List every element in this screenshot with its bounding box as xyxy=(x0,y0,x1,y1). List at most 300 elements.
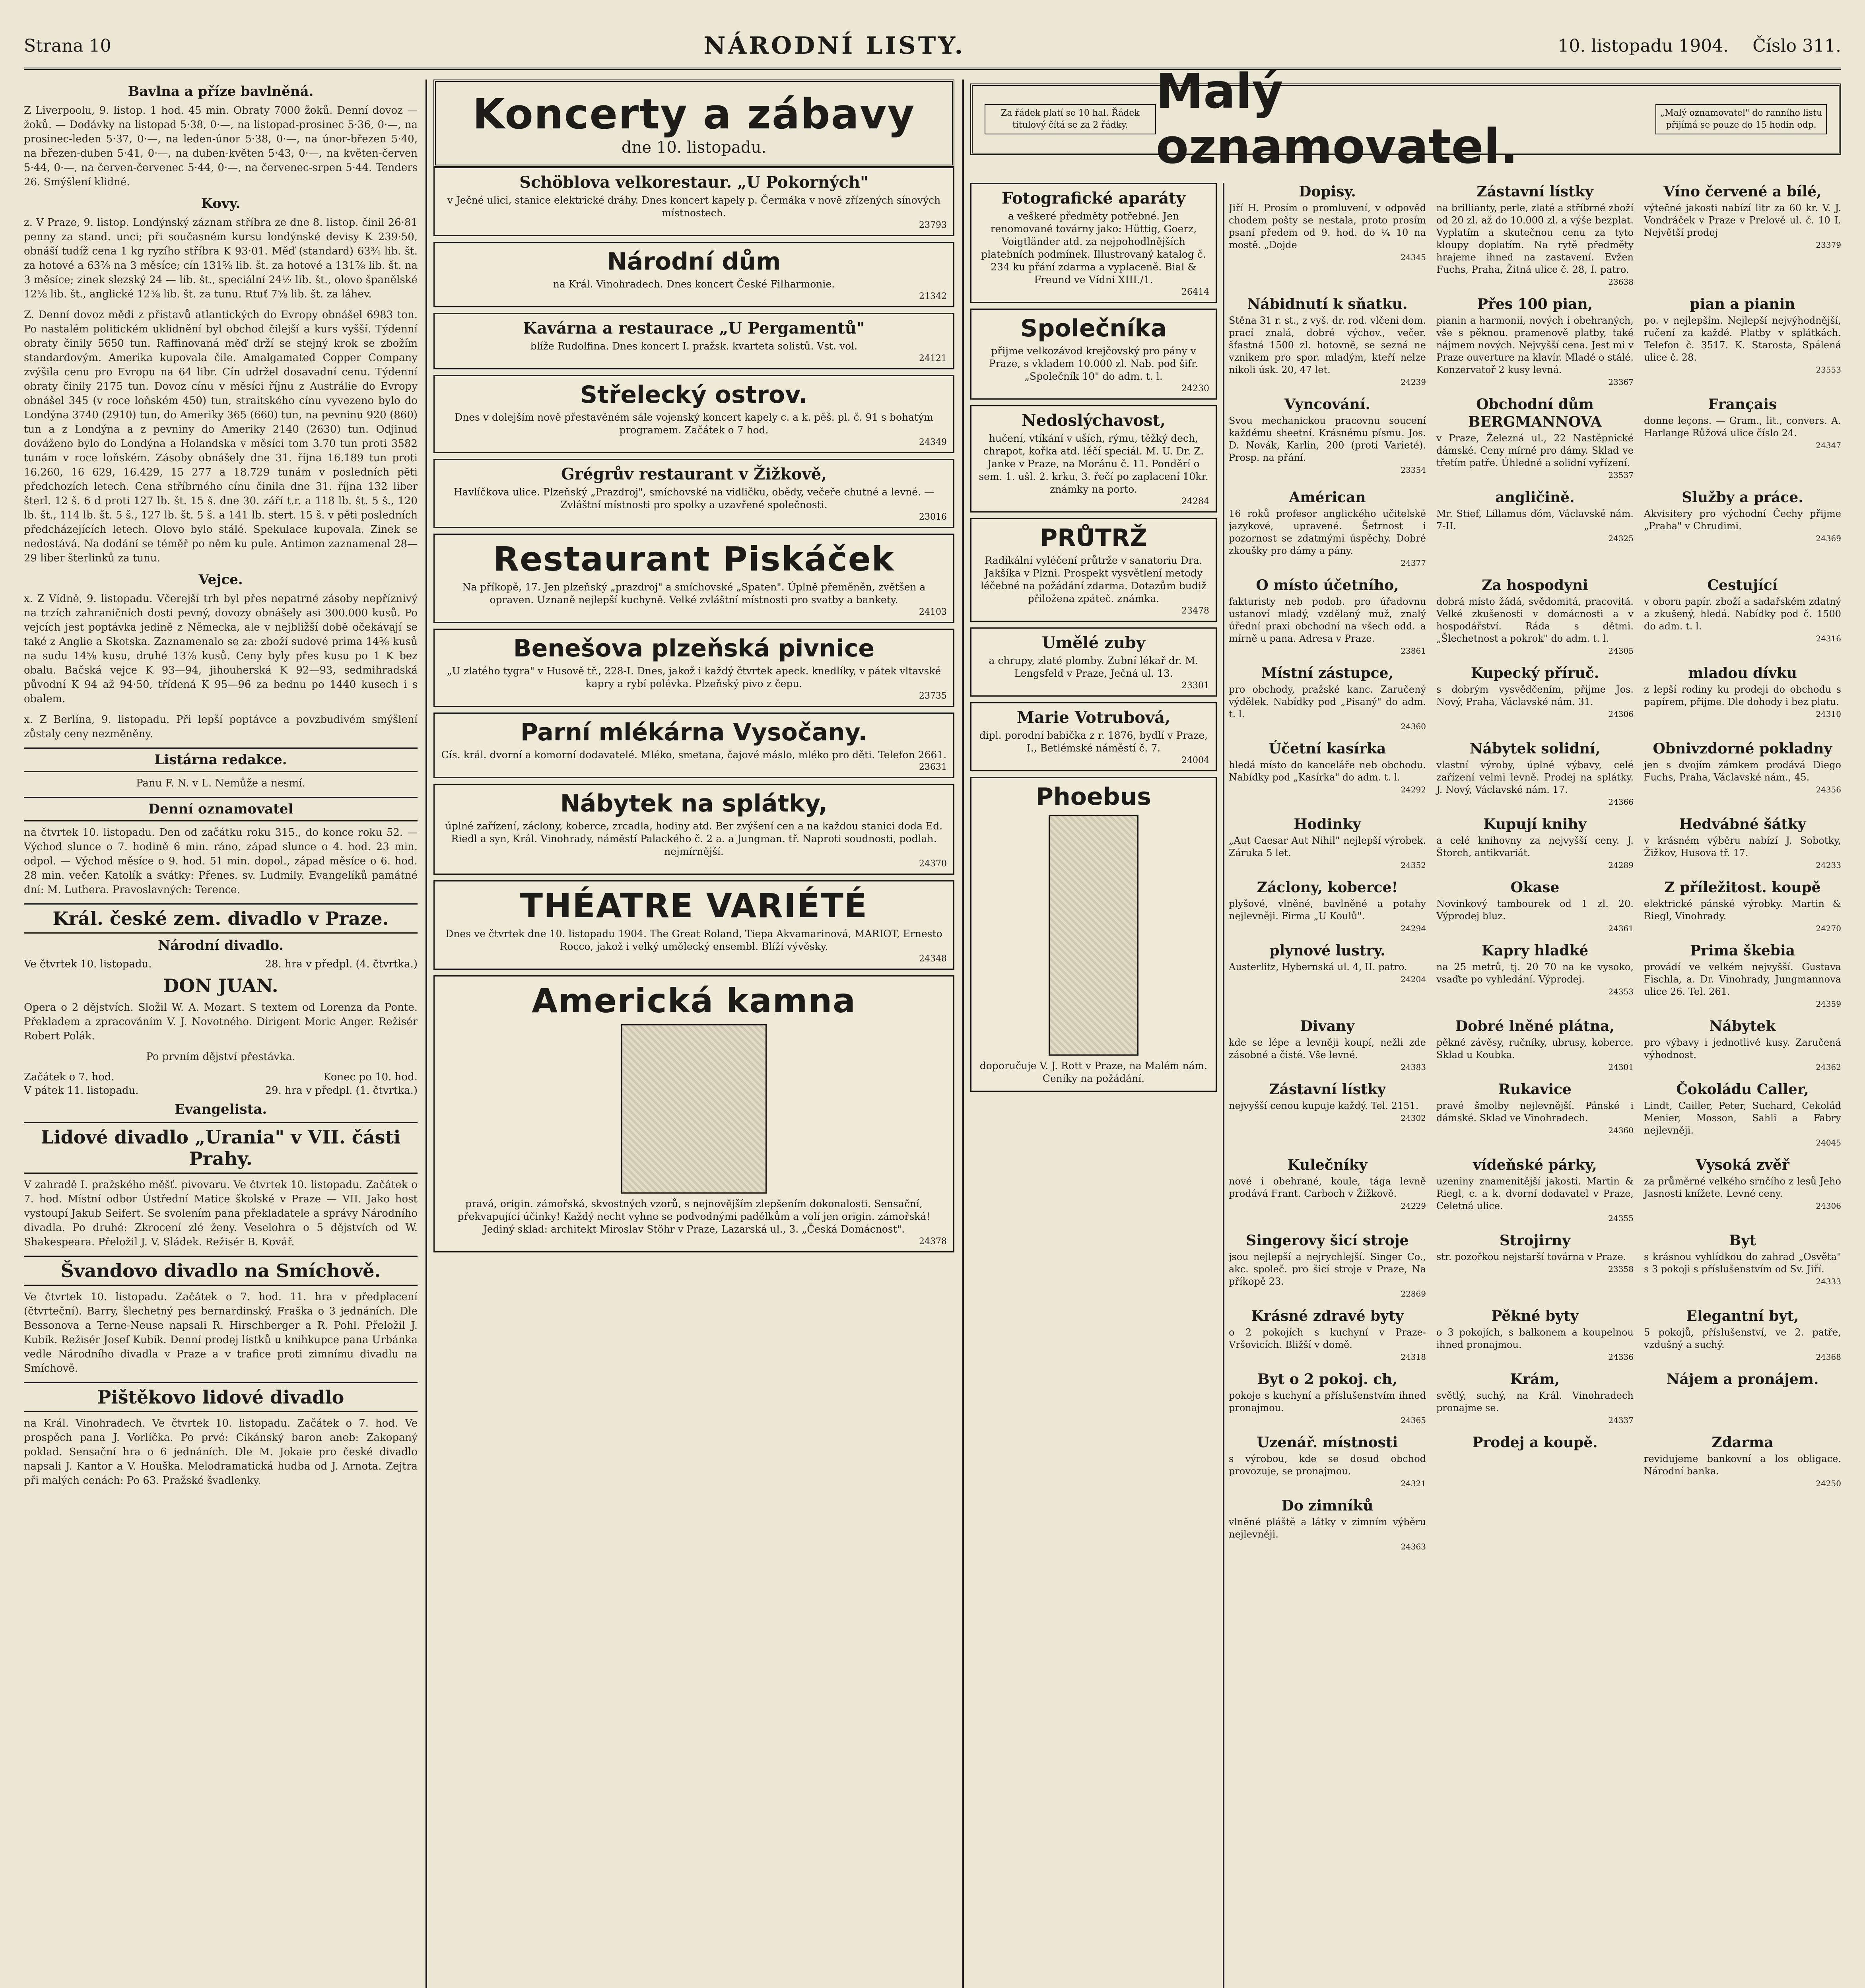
concerts-banner xyxy=(433,80,954,167)
classified-title: Okase xyxy=(1510,879,1560,896)
eggs-report: x. Z Vídně, 9. listopadu. Včerejší trh byl přes nepatrné zásoby nepříznivý na trzích zahraničních dosti pevný, dovozy obnášely asi 300.000 kusů. Po vejcích jest poptávka jedině z Německa, ale v nejbližší době očekávají se také z Anglie a Skotska. Zaznamenalo se za: zboží sudové prima 14⅝ kusů na sudu 14⅝ kusu, druhé 13⅞ kusů. Ceny byly přes kusu po 1 K bez obalu. Bačská vejce K 93—94, jihouherská K 92—93, sedmihradská původní K 94 až 94·50, třídená K 95—96 za bednu po 1440 kusech i s obalem. xyxy=(24,593,418,705)
ad-title: Kavárna a restaurace „U Pergamentů" xyxy=(523,319,865,338)
ad-text: a veškeré předměty potřebné. Jen renomované továrny jako: Hüttig, Goerz, Voigtländer atd. za nejpohodlnějších platebních podmínek. Illustrovaný katalog č. 234 ku přání zdarma a vyplaceně. Bial & Freund ve Vídni XIII./1. xyxy=(981,210,1206,285)
column-services xyxy=(970,183,1217,1988)
classified-ad xyxy=(1644,1307,1841,1363)
classified-title: Singerovy šicí stroje xyxy=(1246,1232,1409,1249)
ad-kamna xyxy=(433,975,954,1252)
classified-title: Dobré lněné plátna, xyxy=(1455,1018,1614,1035)
classified-title: Hedvábné šátky xyxy=(1679,816,1806,833)
ad-title: Grégrův restaurant v Žižkově, xyxy=(561,465,827,483)
ad-title: Fotografické aparáty xyxy=(1001,189,1186,208)
page-number: Strana 10 xyxy=(24,35,111,56)
ad-pergament xyxy=(433,313,954,369)
ad-text: doporučuje V. J. Rott v Praze, na Malém nám. Ceníky na požádání. xyxy=(979,1060,1208,1084)
classified-title: Z příležitost. koupě xyxy=(1664,879,1821,896)
classified-number: 24383 xyxy=(1401,1062,1426,1072)
ad-number: 24378 xyxy=(919,1237,947,1246)
classified-title: Cestující xyxy=(1707,577,1778,594)
classified-text: Lindt, Cailler, Peter, Suchard, Cekolád Menier, Mosson, Sahli a Fabry nejlevněji. xyxy=(1644,1100,1841,1136)
ad-text: přijme velkozávod krejčovský pro pány v Praze, s vkladem 10.000 zl. Nab. pod šifr. „Společník 10" do adm. t. l. xyxy=(989,345,1199,382)
cotton-report: Z Liverpoolu, 9. listop. 1 hod. 45 min. Obraty 7000 žoků. Denní dovoz — žoků. — Dodávky na listopad 5·38, 0·—, na listopad-prosinec 5·36, 0·—, na prosinec-leden 5·37, 0·—, na leden-únor 5·38, 0·—, na únor-březen 5·40, na březen-duben 5·41, 0·—, na duben-květen 5·43, 0·—, na květen-červen 5·44, 0·—, na červen-červenec 5·44, 0·—, na červenec-srpen 5·44. Tenders 26. Smýšlení klidné. xyxy=(24,105,418,188)
ad-text: Havlíčkova ulice. Plzeňský „Prazdroj", smíchovské na vidličku, obědy, večeře chutné a levné. — Zvláštní místnosti pro spolky a uzavřené společnosti. xyxy=(453,486,934,511)
classified-ad xyxy=(1436,664,1634,733)
classified-number: 24347 xyxy=(1816,441,1841,450)
classified-text: str. pozořkou nejstarší továrna v Praze. xyxy=(1436,1251,1626,1262)
classified-ad xyxy=(1436,740,1634,808)
classified-number: 24204 xyxy=(1401,975,1426,984)
classified-title: Obchodní dům BERGMANNOVA xyxy=(1468,396,1602,430)
ad-strelecky xyxy=(433,375,954,453)
classified-number: 23861 xyxy=(1401,646,1426,656)
classifieds-deadline: „Malý oznamovatel" do ranního listu přijímá se pouze do 15 hodin odp. xyxy=(1655,104,1827,134)
ad-votrubova xyxy=(970,702,1217,771)
don-end: Konec po 10. hod. xyxy=(323,1071,418,1083)
classified-number: 24239 xyxy=(1401,377,1426,387)
classified-ad xyxy=(1229,740,1426,808)
classified-text: hledá místo do kanceláře neb obchodu. Nabídky pod „Kasírka" do adm. t. l. xyxy=(1229,759,1426,783)
ad-text: pravá, origin. zámořská, skvostných vzorů, s nejnovějším zlepšením dokonalosti. Sensační, překvapující účinky! Každý necht vyhne se podvodnými padělkům a volí jen origin. zámořská! Jediný sklad: architekt Miroslav Stöhr v Praze, Lazarská ul., 3. „Česká Domácnost". xyxy=(457,1198,931,1235)
ad-text: „U zlatého tygra" v Husově tř., 228-I. Dnes, jakož i každý čtvrtek apeck. knedlíky, v pátek vltavské kapry a rybí polévka. Plzeňský pivo z čepu. xyxy=(447,665,941,689)
column-concerts xyxy=(433,80,954,1988)
classified-ad xyxy=(1644,740,1841,808)
ad-number: 23793 xyxy=(919,220,947,230)
ad-mlekarna xyxy=(433,712,954,778)
ad-number: 21342 xyxy=(919,291,947,301)
classified-text: fakturisty neb podob. pro úřadovnu ustanoví mladý, vzdělaný muž, znalý úřední praxi obchodní na všech odd. a mírně u pana. Adresa v Praze. xyxy=(1229,596,1426,644)
classified-number: 24045 xyxy=(1816,1138,1841,1147)
classified-title: Nábytek solidní, xyxy=(1469,740,1601,757)
classified-text: po. v nejlepším. Nejlepší nejvýhodnější, ručení za každé. Platby v splátkách. Telefon č. 3517. K. Starosta, Spálená ulice č. 28. xyxy=(1644,315,1841,363)
ad-title: PRŮTRŽ xyxy=(1040,524,1147,552)
classified-text: světlý, suchý, na Král. Vinohradech pronajme se. xyxy=(1436,1390,1634,1413)
ad-title: Nedoslýchavost, xyxy=(1022,411,1166,430)
ad-title: THÉATRE VARIÉTÉ xyxy=(520,886,868,925)
classified-number: 24233 xyxy=(1816,860,1841,870)
ad-title: Americká kamna xyxy=(532,981,856,1020)
classified-ad xyxy=(1229,396,1426,481)
classified-ad xyxy=(1436,1307,1634,1363)
classified-number: 24352 xyxy=(1401,860,1426,870)
ad-text: Na příkopě, 17. Jen plzeňský „prazdroj" a smíchovské „Spaten". Úplně přeměněn, zvětšen a opraven. Uznaně nejlepší kuchyně. Velké zvláštní místnosti pro svatby a bankety. xyxy=(462,581,926,606)
classified-text: donne leçons. — Gram., lit., convers. A. Harlange Růžová ulice číslo 24. xyxy=(1644,415,1841,439)
ad-title: Střelecký ostrov. xyxy=(580,381,808,409)
classified-number: 24321 xyxy=(1401,1479,1426,1488)
classified-title: Do zimníků xyxy=(1281,1497,1373,1514)
classified-title: angličině. xyxy=(1495,489,1575,506)
classified-number: 24310 xyxy=(1816,709,1841,719)
classified-ad xyxy=(1644,942,1841,1010)
classified-number: 24353 xyxy=(1608,987,1634,996)
ad-number: 24230 xyxy=(1181,384,1209,394)
classified-number: 24355 xyxy=(1608,1213,1634,1223)
classified-title: O místo účetního, xyxy=(1256,577,1399,594)
classified-ad xyxy=(1436,396,1634,481)
classified-text: Mr. Stief, Lillamus ďóm, Václavské nám. 7-II. xyxy=(1436,508,1634,532)
classified-text: v krásném výběru nabízí J. Sobotky, Žižkov, Husova tř. 17. xyxy=(1644,835,1841,858)
classified-ad xyxy=(1229,1434,1426,1490)
newspaper-page xyxy=(24,24,1841,1988)
ad-schobl xyxy=(433,167,954,236)
national-theatre-sub: Národní divadlo. xyxy=(157,938,284,953)
classified-ad xyxy=(1229,942,1426,1010)
classified-ad xyxy=(1436,815,1634,872)
ad-title: Národní dům xyxy=(607,248,781,276)
ad-text: a chrupy, zlaté plomby. Zubní lékař dr. M. Lengsfeld v Praze, Ječná ul. 13. xyxy=(989,655,1199,679)
classified-title: Français xyxy=(1708,396,1777,413)
classified-title: Rukavice xyxy=(1498,1081,1572,1098)
metals-report: z. V Praze, 9. listop. Londýnský záznam stříbra ze dne 8. listop. činil 26·81 penny za stand. unci; při současném kursu londýnské devisy K 239·50, obnáší tudíž cena 1 kg ryzího stříbra K 93·01. Měď (standard) 63¾ lib. št. za hotové a 63⅞ na 3 měsíce; cín 131⅝ lib. št. za hotové a 131⅞ lib. št. na 3 měsíce; zinek slezský 24 — lib. št., speciální 24½ lib. št., olovo španělské 12⅛ lib. št., anglické 12⅜ lib. št. za tunu. Rtuť 7⅝ lib. št. za láhev. xyxy=(24,217,418,300)
classified-title: Obnivzdorné pokladny xyxy=(1653,740,1832,757)
ad-doctor xyxy=(970,405,1217,513)
classified-number: 24316 xyxy=(1816,634,1841,643)
ad-number: 24349 xyxy=(919,437,947,447)
classified-ad xyxy=(1644,879,1841,935)
ad-benes xyxy=(433,629,954,707)
classified-text: s dobrým vysvědčením, přijme Jos. Nový, Praha, Václavské nám. 31. xyxy=(1436,684,1634,707)
classified-ad xyxy=(1644,1232,1841,1300)
classified-ad xyxy=(1229,577,1426,657)
ad-number: 24348 xyxy=(919,954,947,964)
ad-text: blíže Rudolfina. Dnes koncert I. pražsk. kvarteta solistů. Vst. vol. xyxy=(530,340,858,352)
classified-title: Krám, xyxy=(1510,1371,1560,1388)
ad-number: 24121 xyxy=(919,353,947,363)
ad-title: Parní mlékárna Vysočany. xyxy=(520,718,868,746)
classified-ad xyxy=(1229,1497,1426,1553)
classified-title: Nájem a pronájem. xyxy=(1666,1371,1819,1388)
issue-date: 10. listopadu 1904. xyxy=(1558,35,1729,56)
ad-spolecnika xyxy=(970,309,1217,400)
ad-title: Společníka xyxy=(1020,315,1167,342)
classified-ad xyxy=(1436,1156,1634,1225)
classified-ad xyxy=(1229,1017,1426,1074)
classified-title: Divany xyxy=(1300,1018,1355,1035)
classified-title: Hodinky xyxy=(1294,816,1361,833)
classified-ad xyxy=(1436,1017,1634,1074)
ad-text: Dnes v dolejším nově přestavěném sále vojenský koncert kapely c. a k. pěš. pl. č. 91 s bohatým programem. Začátek o 7 hod. xyxy=(455,412,933,436)
classified-title: Dopisy. xyxy=(1299,183,1356,200)
classified-title: Víno červené a bílé, xyxy=(1663,183,1822,200)
classifieds-grid xyxy=(1229,183,1841,1988)
classified-text: jsou nejlepší a nejrychlejší. Singer Co., akc. společ. pro šicí stroje v Praze, Na příkopě 23. xyxy=(1229,1251,1426,1287)
classified-number: 24368 xyxy=(1816,1352,1841,1362)
don-juan-title: DON JUAN. xyxy=(163,975,278,996)
classified-title: Přes 100 pian, xyxy=(1477,296,1593,313)
ad-piskacek xyxy=(433,534,954,623)
classified-title: mladou dívku xyxy=(1688,665,1797,681)
ad-title: Marie Votrubová, xyxy=(1016,708,1171,727)
classified-title: Za hospodyni xyxy=(1482,577,1588,594)
classified-title: Kupují knihy xyxy=(1483,816,1587,833)
classified-title: Zástavní lístky xyxy=(1269,1081,1386,1098)
classified-number: 24369 xyxy=(1816,534,1841,543)
classified-number: 24337 xyxy=(1608,1415,1634,1425)
classified-ad xyxy=(1644,183,1841,288)
classified-number: 24333 xyxy=(1816,1277,1841,1286)
classified-text: Jiří H. Prosím o promluvení, v odpověd chodem pošty se nestala, proto prosím psaní předem od 9. hod. do ¼ 10 na mostě. „Dojde xyxy=(1229,202,1426,250)
ad-text: Radikální vyléčení průtrže v sanatoriu Dra. Jakšíka v Plzni. Prospekt vysvětlení metody léčebné na požádání zdarma. Dotazům budiž přiložena zpáteč. známka. xyxy=(980,555,1207,604)
classified-title: Strojirny xyxy=(1499,1232,1571,1249)
ad-text: Dnes ve čtvrtek dne 10. listopadu 1904. The Great Roland, Tiepa Akvamarinová, MARIOT, Ernesto Rocco, jakož i velký umělecký ensembl. Blíží vývěsky. xyxy=(445,928,942,952)
classified-ad xyxy=(1644,1371,1841,1427)
classified-number: 23367 xyxy=(1608,377,1634,387)
classified-ad xyxy=(1229,664,1426,733)
concerts-title: Koncerty a zábavy xyxy=(472,90,915,138)
classified-text: pro výbavy i jednotlivé kusy. Zaručená výhodnost. xyxy=(1644,1037,1841,1060)
newspaper-title: NÁRODNÍ LISTY. xyxy=(703,32,966,60)
classified-text: revidujeme bankovní a los obligace. Národní banka. xyxy=(1644,1453,1841,1477)
classified-ad xyxy=(1644,1081,1841,1149)
ad-phoebus xyxy=(970,777,1217,1092)
classified-number: 24289 xyxy=(1608,860,1634,870)
ad-gregr xyxy=(433,459,954,528)
classified-ad xyxy=(1436,577,1634,657)
classified-ad xyxy=(1229,879,1426,935)
classified-text: pokoje s kuchyní a příslušenstvím ihned pronajmou. xyxy=(1229,1390,1426,1413)
national-program xyxy=(24,957,418,1117)
ad-prutrz xyxy=(970,518,1217,622)
ad-title: Phoebus xyxy=(1036,783,1151,811)
classified-title: Byt xyxy=(1729,1232,1756,1249)
classified-ad xyxy=(1436,1232,1634,1300)
classified-title: Čokoládu Caller, xyxy=(1676,1081,1809,1098)
classified-ad xyxy=(1229,1232,1426,1300)
classified-title: Služby a práce. xyxy=(1682,489,1803,506)
ad-narodni-dum xyxy=(433,242,954,307)
classified-text: pianin a harmonií, nových i obehraných, vše s pěknou. pramenově platby, také nájmem nových. Nejvyšší cena. Jest mi v Praze ouverture na klavír. Mladé o stálé. Konzervatoř 2 kusy levná. xyxy=(1436,315,1634,375)
classified-title: Kapry hladké xyxy=(1481,942,1589,959)
classified-number: 24318 xyxy=(1401,1352,1426,1362)
evangelista-title: Evangelista. xyxy=(174,1101,267,1117)
don-juan-note: Po prvním dějství přestávka. xyxy=(146,1051,295,1063)
classified-ad xyxy=(1436,942,1634,1010)
nat-date: Ve čtvrtek 10. listopadu. xyxy=(24,958,152,970)
don-juan-desc: Opera o 2 dějstvích. Složil W. A. Mozart. S textem od Lorenza da Ponte. Překladem a zpracováním V. J. Novotného. Dirigent Moric Anger. Režisér Robert Polák. xyxy=(24,1002,418,1042)
classified-ad xyxy=(1644,815,1841,872)
ad-number: 23735 xyxy=(919,691,947,701)
classified-title: Místní zástupce, xyxy=(1261,665,1394,681)
ad-title: Umělé zuby xyxy=(1041,633,1146,652)
classified-text: uzeniny znamenitější jakosti. Martin & Riegl, c. a k. dvorní dodavatel v Praze, Celetná ulice. xyxy=(1436,1176,1634,1211)
classified-number: 24362 xyxy=(1816,1062,1841,1072)
classified-title: Byt o 2 pokoj. ch, xyxy=(1257,1371,1397,1388)
classified-title: Zdarma xyxy=(1712,1434,1774,1451)
classified-text: v oboru papír. zboží a sadařském zdatný a zkušený, hledá. Nabídky pod č. 1500 do adm. t. l. xyxy=(1644,596,1841,632)
classified-title: Elegantní byt, xyxy=(1686,1308,1799,1324)
classified-number: 24365 xyxy=(1401,1415,1426,1425)
cotton-heading: Bavlna a příze bavlněná. xyxy=(128,83,314,99)
classified-text: pěkné závěsy, ručníky, ubrusy, koberce. Sklad u Koubka. xyxy=(1436,1037,1634,1060)
pistek-heading: Pištěkovo lidové divadlo xyxy=(24,1382,418,1412)
daily-text: na čtvrtek 10. listopadu. Den od začátku roku 315., do konce roku 52. — Východ slunce o 7. hodině 6 min. ráno, západ slunce o 4. hod. 23 min. odpol. — Východ měsíce o 9. hod. 51 min. dopol., západ měsíce o 6. hod. 28 min. večer. Katolík a svátky: Přenes. sv. Ludmily. Evangelíků památné dní: M. Luthera. Pravoslavných: Terence. xyxy=(24,827,418,896)
column-rule xyxy=(1223,183,1224,1988)
fri-date: V pátek 11. listopadu. xyxy=(24,1085,139,1097)
classified-ad xyxy=(1436,183,1634,288)
pistek-program: na Král. Vinohradech. Ve čtvrtek 10. listopadu. Začátek o 7. hod. Ve prospěch pana J. Vorlíčka. Po prvé: Cikánský baron aneb: Zakopaný poklad. Sensační hra o 6 jednáních. Dle M. Jokaie pro české divadlo napsali J. Kantor a V. Houška. Melodramatická hudba od J. Arnota. Zejtra při malých cenách: Po 63. Pražské švadlenky. xyxy=(24,1417,418,1487)
eggs-report-2: x. Z Berlína, 9. listopadu. Při lepší poptávce a povzbudivém smýšlení zůstaly ceny nezměněny. xyxy=(24,714,418,740)
ad-title: Nábytek na splátky, xyxy=(560,790,828,817)
classified-title: Kulečníky xyxy=(1287,1157,1368,1173)
classified-ad xyxy=(1644,664,1841,733)
classified-text: na 25 metrů, tj. 20 70 na ke vysoko, vsaďte po vyhledání. Výprodej. xyxy=(1436,961,1634,985)
ad-zuby xyxy=(970,627,1217,697)
classified-text: Austerlitz, Hybernská ul. 4, II. patro. xyxy=(1229,961,1407,973)
classified-number: 24250 xyxy=(1816,1479,1841,1488)
classified-title: Krásné zdravé byty xyxy=(1251,1308,1404,1324)
classified-text: Novinkový tambourek od 1 zl. 20. Výprodej bluz. xyxy=(1436,898,1634,922)
classified-text: o 2 pokojích s kuchyní v Praze-Vršovicích. Bližší v domě. xyxy=(1229,1327,1426,1350)
classified-text: Stěna 31 r. st., z vyš. dr. rod. vlčeni dom. prací znalá, dobré výchov., večer. šťastná 1500 zl. hotovně, se sezná ne vznikem pro spor. mladým, kteří nelze nikoli úsk. 20, 47 let. xyxy=(1229,315,1426,375)
ad-number: 23478 xyxy=(1181,606,1209,616)
classified-title: vídeňské párky, xyxy=(1473,1157,1597,1173)
svanda-program: Ve čtvrtek 10. listopadu. Začátek o 7. hod. 11. hra v předplacení (čtvrteční). Barry, šlechetný pes bernardinský. Fraška o 3 jednáních. Dle Bessonova a Terne-Neuse napsali R. Hirschberger a R. Pohl. Přeložil J. Kubík. Režisér Josef Kubík. Denní prodej lístků u knihkupce pana Urbánka vedle Národního divadla v Praze a v trafice proti zimnímu divadlu na Smíchově. xyxy=(24,1291,418,1375)
classified-number: 24292 xyxy=(1401,785,1426,794)
classified-number: 24345 xyxy=(1401,252,1426,262)
classified-ad xyxy=(1229,489,1426,569)
classifieds-header xyxy=(970,64,1841,175)
letters-text: Panu F. N. v L. Nemůže a nesmí. xyxy=(136,777,305,789)
classified-ad xyxy=(1229,1307,1426,1363)
metals-report-2: Z. Denní dovoz mědi z přístavů atlantických do Evropy obnášel 6983 ton. Po nastalém politickém uklidnění byl obchod čilejší a kurs vyšší. Týdenní obraty činily 5650 tun. Raffinovaná měď drží se stejný krok se zbožím standardovým. Amerika kupovala čile. Amalgamated Copper Company zvýšila cenu pro Evropu na 64 libr. Cín udržel dosavadní cenu. Týdenní obraty činily 2175 tun. Dovoz cínu v měsíci říjnu z Austrálie do Evropy obnášel 345 (v roce loňském 450) tun, straitského cínu vyvezeno bylo do Londýna 3740 (2910) tun, do Ameriky 365 (660) tun, na pevninu 920 (860) tun a z Londýna a z pevniny do Ameriky 2140 (2630) tun. Odjinud dováženo bylo do Londýna a Holandska v měsíci tom 3.70 tun proti 3582 tunám v roce loňském. Zásoby obnášely dne 31. října 16.189 tun proti 16.260, 16 629, 16.429, 15 277 a 18.729 tunám v posledních pěti předchozích letech. Cena stříbrného cínu činila dne 31. října 132 liber šterl. 12 š. 6 d proti 127 lb. št. 15 š. dne 30. září t.r. a 118 lb. št. 5 š., 120 lb. št., 114 lb. št. 5 š., 127 lb. št. 5 š. a 141 lb. stert. 15 š. v pěti posledních předcházejících letech. Olovo bylo stálé. Spekulace kupovala. Zinek se nedostává. Na dodání se téměř po něm ku pule. Antimon zaznamenal 28—29 liber šterlinků za tunu. xyxy=(24,309,418,564)
classified-ad xyxy=(1644,1434,1841,1490)
classified-ad xyxy=(1229,1371,1426,1427)
classified-number: 24325 xyxy=(1608,534,1634,543)
classified-text: vlněné pláště a látky v zimním výběru nejlevněji. xyxy=(1229,1516,1426,1540)
classified-title: plynové lustry. xyxy=(1269,942,1385,959)
classified-text: 5 pokojů, příslušenství, ve 2. patře, vzdušný a suchý. xyxy=(1644,1327,1841,1350)
phoebus-illustration xyxy=(1049,815,1138,1056)
classified-ad xyxy=(1436,879,1634,935)
ad-nabytek xyxy=(433,784,954,875)
classified-text: na brillianty, perle, zlaté a stříbrné zboží od 20 zl. až do 10.000 zl. a výše bezplat. Vyplatím a skutečnou cenu za tyto kloupy doplatím. Na rytě předměty hrajeme ihned na zastavení. Evžen Fuchs, Praha, Žitná ulice č. 28, I. patro. xyxy=(1436,202,1634,275)
classified-number: 24305 xyxy=(1608,646,1634,656)
ad-text: úplné zařízení, záclony, koberce, zrcadla, hodiny atd. Ber zvýšení cen a na každou stanici doda Ed. Riedl a syn, Král. Vinohrady, náměstí Palackého č. 2 a. a Jungman. tř. Naproti soudnosti, podlah. nejmírnější. xyxy=(445,820,943,857)
classified-text: vlastní výroby, úplné výbavy, celé zařízení velmi levně. Prodej na splátky. J. Nový, Václavské nám. 17. xyxy=(1436,759,1634,795)
classified-text: Akvisitery pro východní Čechy přijme „Praha" v Chrudimi. xyxy=(1644,508,1841,532)
ad-text: hučení, vtíkání v uších, rýmu, těžký dech, chrapot, kořka atd. léčí speciál. M. U. Dr. Z. Janke v Praze, na Moránu č. 11. Ponděrí o sem. 1. ušl. 2. krku, 3. řečí po zaplacení 10kr. známky na porto. xyxy=(979,433,1208,495)
urania-program: V zahradě I. pražského měšť. pivovaru. Ve čtvrtek 10. listopadu. Začátek o 7. hod. Místní odbor Ústřední Matice školské v Praze — VII. Jako host vystoupí Jakub Seifert. Se svolením pana překladatele a správy Národního divadla. Po druhé: Zkrocení zlé ženy. Veselohra o 5 dějstvích od W. Shakespeara. Přeložil J. V. Sládek. Režisér B. Kovář. xyxy=(24,1179,418,1248)
ad-number: 26414 xyxy=(1181,287,1209,297)
classified-ad xyxy=(1436,489,1634,569)
classified-text: Svou mechanickou pracovnu soucení každému sheetní. Krásnému písmu. Jos. D. Novák, Karlin, 200 (proti Varieté). Prosp. na přání. xyxy=(1229,415,1426,463)
classified-ad xyxy=(1229,815,1426,872)
metals-heading: Kovy. xyxy=(201,196,241,212)
classified-number: 24306 xyxy=(1608,709,1634,719)
classified-text: nejvyšší cenou kupuje každý. Tel. 2151. xyxy=(1229,1100,1419,1111)
classified-text: za průměrné velkého srnčího z lesů Jeho Jasnosti knížete. Levné ceny. xyxy=(1644,1176,1841,1199)
classified-number: 23379 xyxy=(1816,240,1841,250)
classified-number: 24270 xyxy=(1816,924,1841,933)
classified-number: 24229 xyxy=(1401,1201,1426,1211)
classified-title: Prodej a koupě. xyxy=(1472,1434,1598,1451)
classified-text: o 3 pokojích, s balkonem a koupelnou ihned pronajmou. xyxy=(1436,1327,1634,1350)
classified-title: Américan xyxy=(1289,489,1366,506)
national-theatre-heading: Král. české zem. divadlo v Praze. xyxy=(24,903,418,934)
ad-number: 24284 xyxy=(1181,497,1209,507)
masthead xyxy=(24,24,1841,70)
classified-title: Vyncování. xyxy=(1284,396,1371,413)
classified-ad xyxy=(1229,183,1426,288)
classified-ad xyxy=(1644,577,1841,657)
classified-title: Nábytek xyxy=(1709,1018,1776,1035)
classified-number: 24360 xyxy=(1608,1126,1634,1135)
column-rule xyxy=(962,80,964,1988)
ad-number: 23016 xyxy=(919,512,947,522)
ad-number: 23631 xyxy=(919,762,947,772)
ad-text: dipl. porodní babička z r. 1876, bydlí v Praze, I., Betlémské náměstí č. 7. xyxy=(979,730,1208,754)
classified-title: Vysoká zvěř xyxy=(1696,1157,1789,1173)
classified-text: v Praze, Železná ul., 22 Nastěpnické dámské. Ceny mírné pro dámy. Sklad ve třetím patře. Úhledné a solidní vyřízení. xyxy=(1436,433,1634,468)
classified-title: Zástavní lístky xyxy=(1476,183,1593,200)
classified-text: pravé šmolby nejlevnější. Pánské i dámské. Sklad ve Vinohradech. xyxy=(1436,1100,1634,1124)
classified-text: výtečné jakosti nabízí litr za 60 kr. V. J. Vondráček v Praze v Prelově ul. č. 10 I. Největší prodej xyxy=(1644,202,1841,238)
issue-number: Číslo 311. xyxy=(1752,35,1841,56)
classified-number: 23358 xyxy=(1608,1264,1634,1274)
classified-ad xyxy=(1229,295,1426,388)
classified-text: pro obchody, pražské kanc. Zaručený výdělek. Nabídky pod „Pisaný" do adm. t. l. xyxy=(1229,684,1426,720)
classified-title: Prima škebia xyxy=(1690,942,1795,959)
classified-ad xyxy=(1644,1017,1841,1074)
classified-ad xyxy=(1644,1156,1841,1225)
classified-number: 24363 xyxy=(1401,1542,1426,1551)
column-markets-theatres xyxy=(24,80,418,1988)
don-start: Začátek o 7. hod. xyxy=(24,1071,115,1083)
classified-number: 24294 xyxy=(1401,924,1426,933)
urania-heading: Lidové divadlo „Urania" v VII. části Prahy. xyxy=(24,1122,418,1174)
classified-number: 23354 xyxy=(1401,465,1426,475)
ad-number: 24370 xyxy=(919,859,947,869)
classified-number: 24360 xyxy=(1401,722,1426,731)
classified-text: jen s dvojím zámkem prodává Diego Fuchs, Praha, Václavské nám., 45. xyxy=(1644,759,1841,783)
fri-sub: 29. hra v předpl. (1. čtvrtka.) xyxy=(265,1085,418,1097)
daily-heading: Denní oznamovatel xyxy=(24,797,418,821)
classified-title: Účetní kasírka xyxy=(1269,740,1386,757)
classified-number: 24356 xyxy=(1816,785,1841,794)
classified-text: dobrá místo žádá, svědomitá, pracovitá. Velké zkušenosti v domácnosti a v hospodářství. Ráda s dětmi. „Šlechetnost a pokrok" do adm. t. l. xyxy=(1436,596,1634,644)
classified-text: kde se lépe a levněji koupí, nežli zde zásobné a čisté. Vše levné. xyxy=(1229,1037,1426,1060)
ad-number: 23301 xyxy=(1181,681,1209,691)
ad-number: 24004 xyxy=(1181,755,1209,765)
classifieds-price: Za řádek platí se 10 hal. Řádek titulový čítá se za 2 řádky. xyxy=(985,104,1156,134)
classified-text: s výrobou, kde se dosud obchod provozuje, se pronajmou. xyxy=(1229,1453,1426,1477)
classified-number: 24377 xyxy=(1401,558,1426,568)
eggs-heading: Vejce. xyxy=(198,572,243,588)
classified-number: 24301 xyxy=(1608,1062,1634,1072)
classified-number: 24361 xyxy=(1608,924,1634,933)
classified-number: 23553 xyxy=(1816,365,1841,375)
classified-number: 24336 xyxy=(1608,1352,1634,1362)
concerts-date: dne 10. listopadu. xyxy=(622,138,766,157)
classified-title: Pěkné byty xyxy=(1491,1308,1579,1324)
classified-ad xyxy=(1436,1081,1634,1149)
classified-ad xyxy=(1436,295,1634,388)
classifieds-title: Malý oznamovatel. xyxy=(1156,64,1518,175)
classified-number: 24302 xyxy=(1401,1113,1426,1123)
ad-text: na Král. Vinohradech. Dnes koncert České Filharmonie. xyxy=(553,278,835,290)
classified-text: elektrické pánské výrobky. Martin & Riegl, Vinohrady. xyxy=(1644,898,1841,922)
classified-text: „Aut Caesar Aut Nihil" nejlepší výrobek. Záruka 5 let. xyxy=(1229,835,1426,858)
ad-text: v Ječné ulici, stanice elektrické dráhy. Dnes koncert kapely p. Čermáka v nově zřízených sínových místnostech. xyxy=(447,194,941,219)
classified-number: 24306 xyxy=(1816,1201,1841,1211)
classified-title: Kupecký příruč. xyxy=(1471,665,1599,681)
classified-title: Nábidnutí k sňatku. xyxy=(1247,296,1408,313)
classified-number: 24366 xyxy=(1608,797,1634,807)
ad-text: Cís. král. dvorní a komorní dodavatelé. Mléko, smetana, čajové máslo, mléko pro děti. Telefon 2661. xyxy=(441,749,947,761)
classified-title: pian a pianin xyxy=(1690,296,1795,313)
classified-ad xyxy=(1229,1156,1426,1225)
nat-sub: 28. hra v předpl. (4. čtvrtka.) xyxy=(265,958,418,970)
svanda-heading: Švandovo divadlo na Smíchově. xyxy=(24,1256,418,1286)
